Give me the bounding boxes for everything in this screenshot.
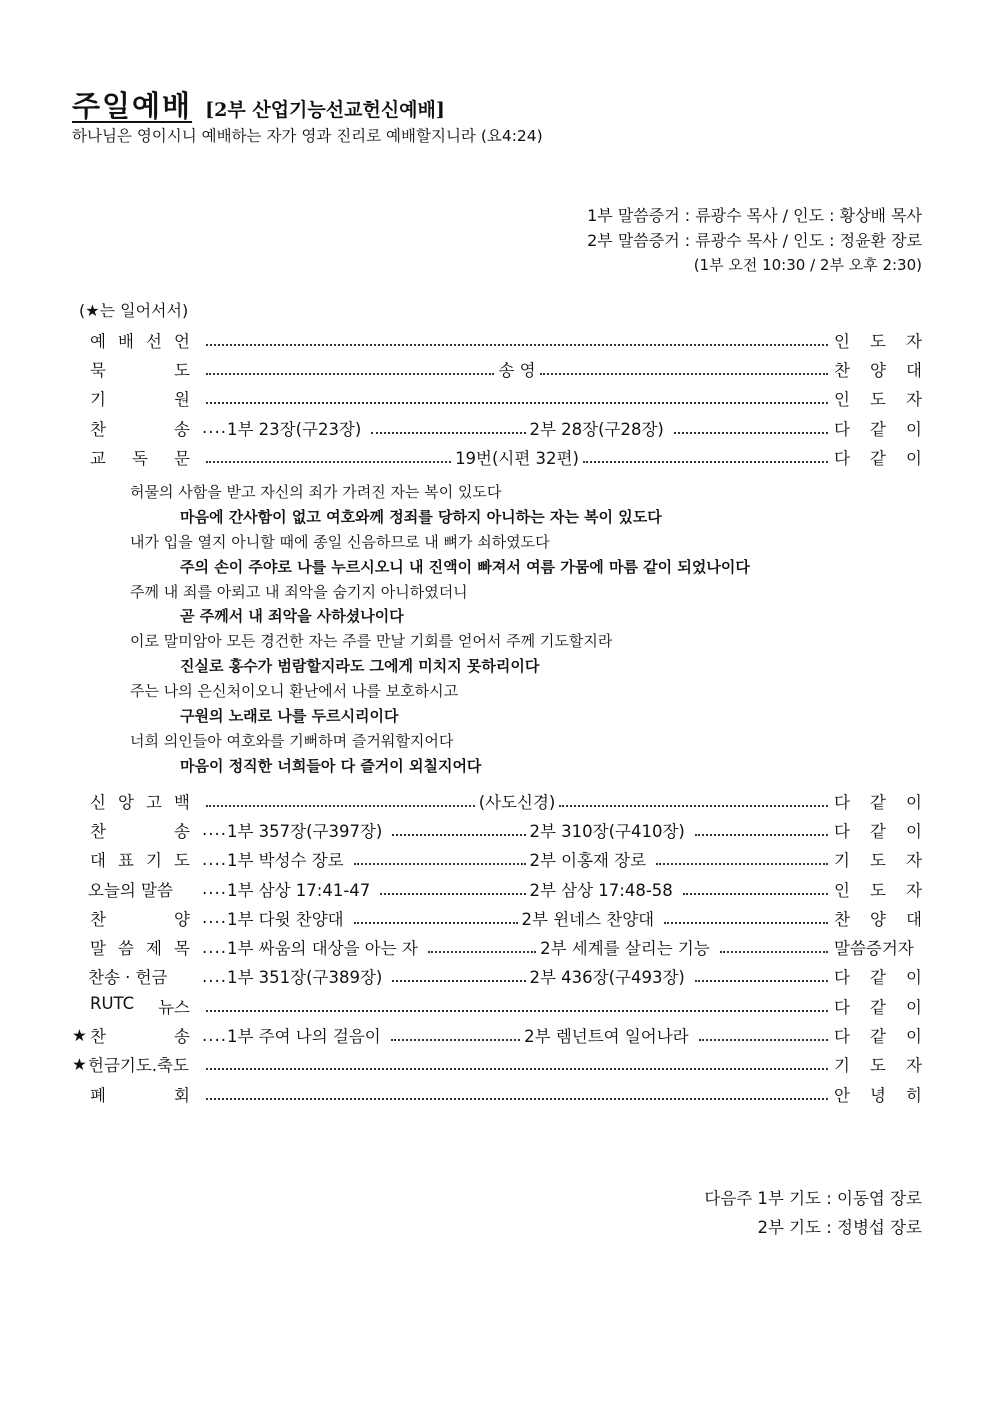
scripture-verse: 하나님은 영이시니 예배하는 자가 영과 진리로 예배할지니라 (요4:24) — [72, 127, 543, 145]
part1-detail: 1부 23장(구23장) — [226, 419, 362, 439]
response-char: 이 — [906, 1027, 922, 1047]
label-char: 찬 — [90, 1027, 106, 1047]
label-char: 뉴스 — [158, 997, 190, 1017]
order-item-response — [834, 386, 922, 410]
response-char: 대 — [906, 360, 922, 380]
response-char: 같 — [870, 1027, 886, 1047]
order-item-label — [90, 386, 190, 410]
label-char: 예 — [90, 331, 106, 351]
response-char: 같 — [870, 419, 886, 439]
header — [72, 84, 445, 125]
service-times: (1부 오전 10:30 / 2부 오후 2:30) — [693, 256, 922, 274]
order-row — [72, 932, 922, 961]
response-char: 도 — [870, 331, 886, 351]
order-item-response — [834, 964, 922, 988]
response-char: 대 — [906, 909, 922, 929]
response-char: 같 — [870, 997, 886, 1017]
order-item-response — [834, 935, 922, 959]
part2-detail: 2부 28장(구28장) — [529, 419, 664, 439]
response-char: 자 — [906, 390, 922, 410]
order-item-response — [834, 416, 922, 440]
order-item-response — [834, 877, 922, 901]
order-item-label — [90, 935, 190, 959]
label-char: 앙 — [118, 792, 134, 812]
label-char: 송 — [174, 821, 190, 841]
page-subtitle: [2부 산업기능선교헌신예배] — [205, 99, 445, 121]
order-item-detail — [202, 789, 832, 813]
part1-detail: 1부 싸움의 대상을 아는 자 — [226, 939, 418, 959]
dot-leader: .... — [202, 937, 227, 957]
dot-leader — [428, 951, 536, 953]
label-char: 찬 — [90, 909, 106, 929]
order-item-label — [88, 1052, 190, 1076]
order-row — [72, 384, 922, 413]
dot-leader — [656, 863, 828, 865]
order-item-response — [834, 445, 922, 469]
response-char: 자 — [906, 1056, 922, 1076]
order-row — [72, 442, 922, 471]
order-item-detail — [202, 1093, 832, 1095]
label-char: 회 — [174, 1085, 190, 1105]
dot-leader — [206, 805, 475, 807]
label-char: 도 — [174, 360, 190, 380]
response-char: 말씀증거자 — [834, 939, 914, 959]
response-char: 녕 — [870, 1085, 886, 1105]
part2-detail: 2부 윈네스 찬양대 — [521, 909, 655, 929]
dot-leader — [371, 432, 525, 434]
preacher-line-2: 2부 말씀증거 : 류광수 목사 / 인도 : 정윤환 장로 — [587, 230, 922, 250]
order-row — [72, 903, 922, 932]
label-char: 양 — [174, 909, 190, 929]
response-char: 이 — [906, 792, 922, 812]
reading-leader-line: 주께 내 죄를 아뢰고 내 죄악을 숨기지 아니하였더니 — [130, 582, 468, 601]
response-char: 같 — [870, 968, 886, 988]
order-item-label — [90, 994, 190, 1018]
response-char: 이 — [906, 448, 922, 468]
order-item-label — [88, 964, 190, 988]
dot-leader — [354, 863, 526, 865]
next-week-line-1: 다음주 1부 기도 : 이동엽 장로 — [704, 1189, 922, 1208]
order-item-detail — [202, 397, 832, 399]
label-char: 대 — [90, 851, 106, 871]
response-char: 같 — [870, 448, 886, 468]
dot-leader — [206, 1098, 828, 1100]
response-char: 양 — [870, 360, 886, 380]
label-char: 씀 — [118, 939, 134, 959]
dot-leader — [391, 1039, 520, 1041]
reading-leader-line: 주는 나의 은신처이오니 환난에서 나를 보호하시고 — [130, 682, 459, 701]
star-marker: ★ — [72, 1054, 87, 1074]
response-char: 자 — [906, 331, 922, 351]
order-item-label — [88, 877, 190, 901]
preacher-info — [587, 204, 922, 278]
label-char: 묵 — [90, 360, 106, 380]
response-char: 이 — [906, 821, 922, 841]
order-row — [72, 1050, 922, 1079]
label-char: 언 — [174, 331, 190, 351]
order-item-response — [834, 818, 922, 842]
dot-leader: .... — [202, 849, 227, 869]
part1-detail: 1부 주여 나의 걸음이 — [226, 1027, 381, 1047]
order-row — [72, 786, 922, 815]
part2-detail: 2부 이홍재 장로 — [529, 851, 647, 871]
dot-leader — [380, 893, 525, 895]
dot-leader: .... — [202, 820, 227, 840]
order-item-detail — [202, 416, 832, 440]
response-char: 히 — [906, 1085, 922, 1105]
response-char: 기 — [834, 1056, 850, 1076]
dot-leader — [392, 834, 525, 836]
order-row — [72, 874, 922, 903]
part2-detail: 2부 310장(구410장) — [529, 821, 685, 841]
reading-leader-line: 너희 의인들아 여호와를 기뻐하며 즐거워할지어다 — [130, 731, 454, 750]
label-char: 문 — [174, 448, 190, 468]
response-char: 다 — [834, 792, 850, 812]
label-char: 표 — [118, 851, 134, 871]
next-week-prayer — [704, 1184, 922, 1242]
page-title: 주일예배 — [72, 89, 193, 123]
label-char: RUTC — [90, 993, 135, 1013]
dot-leader: .... — [202, 966, 227, 986]
label-char: 원 — [174, 390, 190, 410]
response-char: 양 — [870, 909, 886, 929]
center-detail: 19번(시편 32편) — [455, 448, 579, 468]
label-char: 목 — [174, 939, 190, 959]
part1-detail: 1부 삼상 17:41-47 — [226, 880, 371, 900]
order-item-response — [834, 1023, 922, 1047]
label-char: 찬송 · 헌금 — [88, 968, 168, 988]
order-item-detail — [202, 1023, 832, 1047]
part2-detail: 2부 세계를 살리는 기능 — [540, 939, 710, 959]
response-char: 다 — [834, 448, 850, 468]
order-item-detail — [202, 1005, 832, 1007]
response-char: 도 — [870, 880, 886, 900]
label-char: 기 — [90, 390, 106, 410]
part2-detail: 2부 렘넌트여 일어나라 — [524, 1027, 689, 1047]
order-item-label — [90, 906, 190, 930]
part1-detail: 1부 박성수 장로 — [226, 851, 344, 871]
response-char: 다 — [834, 419, 850, 439]
dot-leader — [206, 373, 494, 375]
dot-leader — [206, 461, 451, 463]
order-row — [72, 325, 922, 354]
label-char: 찬 — [90, 821, 106, 841]
dot-leader — [695, 980, 828, 982]
order-item-label — [90, 445, 190, 469]
preacher-line-1: 1부 말씀증거 : 류광수 목사 / 인도 : 황상배 목사 — [587, 206, 922, 225]
part2-detail: 2부 436장(구493장) — [529, 968, 685, 988]
order-item-response — [834, 357, 922, 381]
response-char: 이 — [906, 997, 922, 1017]
order-item-detail — [202, 847, 832, 871]
response-char: 도 — [870, 390, 886, 410]
order-item-label — [90, 328, 190, 352]
label-char: 송 — [174, 419, 190, 439]
order-item-response — [834, 1082, 922, 1106]
response-char: 인 — [834, 880, 850, 900]
response-char: 인 — [834, 390, 850, 410]
dot-leader: .... — [202, 908, 227, 928]
order-item-detail — [202, 818, 832, 842]
response-char: 이 — [906, 968, 922, 988]
dot-leader: .... — [202, 879, 227, 899]
part1-detail: 1부 다윗 찬양대 — [226, 909, 344, 929]
order-item-response — [834, 994, 922, 1018]
response-char: 다 — [834, 997, 850, 1017]
response-char: 다 — [834, 1027, 850, 1047]
label-char: 교 — [90, 448, 106, 468]
dot-leader — [354, 922, 518, 924]
response-char: 도 — [870, 851, 886, 871]
standing-note: (★는 일어서서) — [79, 301, 189, 320]
reading-response-line: 곧 주께서 내 죄악을 사하셨나이다 — [180, 607, 404, 626]
order-item-detail — [202, 877, 832, 901]
label-char: 헌금기도.축도 — [88, 1056, 189, 1076]
response-char: 다 — [834, 968, 850, 988]
order-row — [72, 1020, 922, 1049]
label-char: 기 — [146, 851, 162, 871]
label-char: 송 — [174, 1027, 190, 1047]
dot-leader — [683, 893, 828, 895]
order-item-response — [834, 906, 922, 930]
dot-leader — [559, 805, 828, 807]
dot-leader — [540, 373, 828, 375]
dot-leader — [392, 980, 525, 982]
reading-leader-line: 이로 말미암아 모든 경건한 자는 주를 만날 기회를 얻어서 주께 기도할지라 — [130, 632, 613, 651]
order-item-label — [90, 847, 190, 871]
response-char: 기 — [834, 851, 850, 871]
order-of-worship-top — [72, 325, 922, 471]
order-item-response — [834, 328, 922, 352]
response-char: 이 — [906, 419, 922, 439]
order-item-label — [90, 789, 190, 813]
dot-leader — [583, 461, 828, 463]
label-char: 폐 — [90, 1085, 106, 1105]
label-char: 찬 — [90, 419, 106, 439]
order-item-detail — [202, 445, 832, 469]
response-char: 인 — [834, 331, 850, 351]
order-item-detail — [202, 906, 832, 930]
responsive-reading — [130, 480, 910, 779]
response-char: 찬 — [834, 360, 850, 380]
center-detail: 송 영 — [498, 360, 536, 380]
response-char: 같 — [870, 792, 886, 812]
response-char: 도 — [870, 1056, 886, 1076]
star-marker: ★ — [72, 1025, 87, 1045]
reading-response-line: 구원의 노래로 나를 두르시리이다 — [180, 707, 399, 726]
center-detail: (사도신경) — [478, 792, 556, 812]
label-char: 선 — [146, 331, 162, 351]
reading-leader-line: 내가 입을 열지 아니할 때에 종일 신음하므로 내 뼈가 쇠하였도다 — [130, 532, 550, 551]
label-char: 제 — [146, 939, 162, 959]
response-char: 자 — [906, 851, 922, 871]
order-row — [72, 815, 922, 844]
part1-detail: 1부 357장(구397장) — [226, 821, 383, 841]
order-item-label — [90, 818, 190, 842]
order-row — [72, 845, 922, 874]
dot-leader — [206, 344, 828, 346]
reading-response-line: 마음이 정직한 너희들아 다 즐거이 외칠지어다 — [180, 756, 482, 775]
response-char: 찬 — [834, 909, 850, 929]
order-item-detail — [202, 357, 832, 381]
order-item-detail — [202, 1063, 832, 1065]
order-item-response — [834, 789, 922, 813]
label-char: 말 — [90, 939, 106, 959]
dot-leader: .... — [202, 418, 227, 438]
dot-leader — [720, 951, 828, 953]
part1-detail: 1부 351장(구389장) — [226, 968, 383, 988]
order-row — [72, 413, 922, 442]
order-item-response — [834, 847, 922, 871]
reading-response-line: 주의 손이 주야로 나를 누르시오니 내 진액이 빠져서 여름 가뭄에 마름 같이 되었나이다 — [180, 557, 750, 576]
dot-leader — [664, 922, 828, 924]
order-row — [72, 991, 922, 1020]
dot-leader — [699, 1039, 828, 1041]
response-char: 같 — [870, 821, 886, 841]
label-char: 신 — [90, 792, 106, 812]
order-row — [72, 354, 922, 383]
order-item-label — [90, 1082, 190, 1106]
label-char: 배 — [118, 331, 134, 351]
order-item-response — [834, 1052, 922, 1076]
order-item-label — [90, 416, 190, 440]
response-char: 다 — [834, 821, 850, 841]
label-char: 백 — [174, 792, 190, 812]
order-item-detail — [202, 935, 832, 959]
dot-leader — [206, 1068, 828, 1070]
label-char: 독 — [132, 448, 148, 468]
part2-detail: 2부 삼상 17:48-58 — [529, 880, 673, 900]
dot-leader — [695, 834, 828, 836]
order-row — [72, 962, 922, 991]
dot-leader — [206, 1010, 828, 1012]
response-char: 안 — [834, 1085, 850, 1105]
reading-response-line: 진실로 홍수가 범람할지라도 그에게 미치지 못하리이다 — [180, 657, 540, 676]
label-char: 오늘의 말씀 — [88, 880, 173, 900]
order-item-label — [90, 357, 190, 381]
order-item-label — [90, 1023, 190, 1047]
order-row — [72, 1079, 922, 1108]
dot-leader: .... — [202, 1025, 227, 1045]
order-item-detail — [202, 964, 832, 988]
dot-leader — [674, 432, 828, 434]
dot-leader — [206, 402, 828, 404]
label-char: 도 — [174, 851, 190, 871]
order-of-worship-bottom — [72, 786, 922, 1108]
label-char: 고 — [146, 792, 162, 812]
reading-response-line: 마음에 간사함이 없고 여호와께 정죄를 당하지 아니하는 자는 복이 있도다 — [180, 507, 662, 526]
order-item-detail — [202, 339, 832, 341]
reading-leader-line: 허물의 사함을 받고 자신의 죄가 가려진 자는 복이 있도다 — [130, 483, 502, 501]
response-char: 자 — [906, 880, 922, 900]
next-week-line-2: 2부 기도 : 정병섭 장로 — [757, 1218, 922, 1237]
